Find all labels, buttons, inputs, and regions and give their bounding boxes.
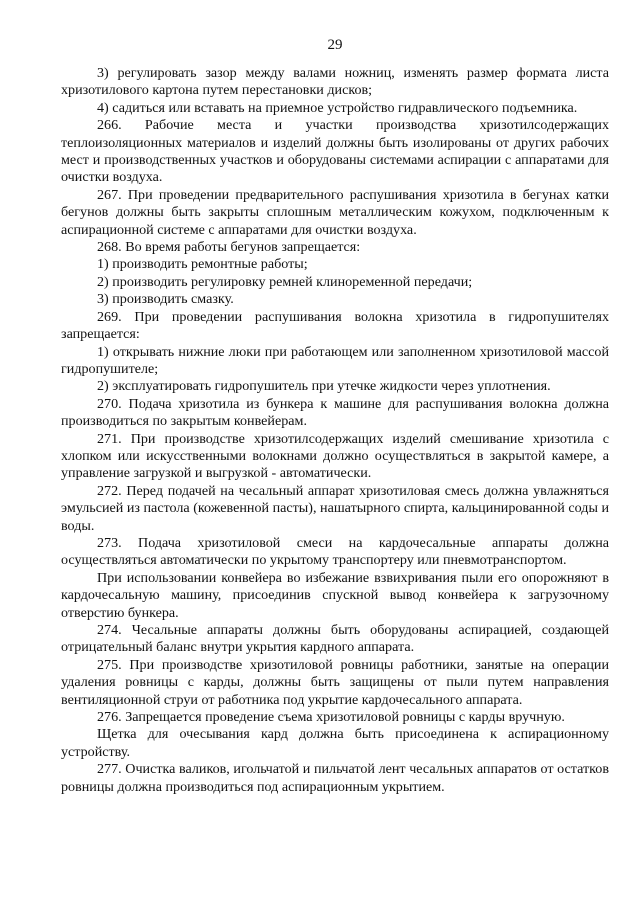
paragraph-273-conveyor: При использовании конвейера во избежание взвихривания пыли его опорожняют в кардочесальную машину, присоединив спускной вывод конвейера к загрузочному отверстию бункера. (61, 569, 609, 621)
paragraph-276: 276. Запрещается проведение съема хризотиловой ровницы с карды вручную. (97, 709, 565, 726)
paragraph-268-item-1: 1) производить ремонтные работы; (97, 256, 308, 273)
paragraph-276-brush: Щетка для очесывания кард должна быть присоединена к аспирационному устройству. (61, 726, 609, 760)
document-body (61, 65, 609, 796)
paragraph-271: 271. При производстве хризотилсодержащих изделий смешивание хризотила с хлопком или искусственными волокнами должно осуществляться в закрытой камере, а управление загрузкой и выгрузкой - автоматически. (61, 430, 609, 482)
paragraph-270: 270. Подача хризотила из бункера к машине для распушивания волокна должна производиться по закрытым конвейерам. (61, 395, 609, 430)
paragraph-269-item-2: 2) эксплуатировать гидропушитель при утечке жидкости через уплотнения. (97, 378, 551, 395)
paragraph-item-4-lift: 4) садиться или вставать на приемное устройство гидравлического подъемника. (97, 99, 578, 116)
paragraph-272: 272. Перед подачей на чесальный аппарат хризотиловая смесь должна увлажняться эмульсией из пастола (кожевенной пасты), нашатырного спирта, кальцинированной соды и воды. (61, 482, 609, 534)
paragraph-266: 266. Рабочие места и участки производства хризотилсодержащих теплоизоляционных материалов и изделий должны быть изолированы от других рабочих мест и производственных участков и оборудованы системами аспирации с аппаратами для очистки воздуха. (61, 117, 609, 186)
paragraph-277: 277. Очистка валиков, игольчатой и пильчатой лент чесальных аппаратов от остатков ровницы должна производиться под аспирационным укрытием. (61, 761, 609, 795)
paragraph-269-item-1: 1) открывать нижние люки при работающем или заполненном хризотиловой массой гидропушителе; (61, 343, 609, 377)
document-page (61, 0, 609, 796)
paragraph-273: 273. Подача хризотиловой смеси на кардочесальные аппараты должна осуществляться автоматически по укрытому транспортеру или пневмотранспортом. (61, 534, 609, 569)
paragraph-275: 275. При производстве хризотиловой ровницы работники, занятые на операции удаления ровницы с карды, должны быть защищены от пыли путем направления вентиляционной струи от работника под укрытие кардочесального аппарата. (61, 656, 609, 708)
paragraph-267: 267. При проведении предварительного распушивания хризотила в бегунах катки бегунов должны быть закрыты сплошным металлическим кожухом, подключенным к аспирационной системе с аппаратами для очистки воздуха. (61, 186, 609, 238)
page-number: 29 (327, 37, 343, 53)
paragraph-274: 274. Чесальные аппараты должны быть оборудованы аспирацией, создающей отрицательный баланс внутри укрытия кардного аппарата. (61, 622, 609, 656)
paragraph-268-item-3: 3) производить смазку. (97, 291, 234, 308)
paragraph-269: 269. При проведении распушивания волокна хризотила в гидропушителях запрещается: (61, 308, 609, 343)
paragraph-item-3-shears: 3) регулировать зазор между валами ножниц, изменять размер формата листа хризотилового картона путем перестановки дисков; (61, 65, 609, 99)
paragraph-268: 268. Во время работы бегунов запрещается: (97, 239, 361, 256)
paragraph-268-item-2: 2) производить регулировку ремней клиноременной передачи; (97, 273, 473, 290)
